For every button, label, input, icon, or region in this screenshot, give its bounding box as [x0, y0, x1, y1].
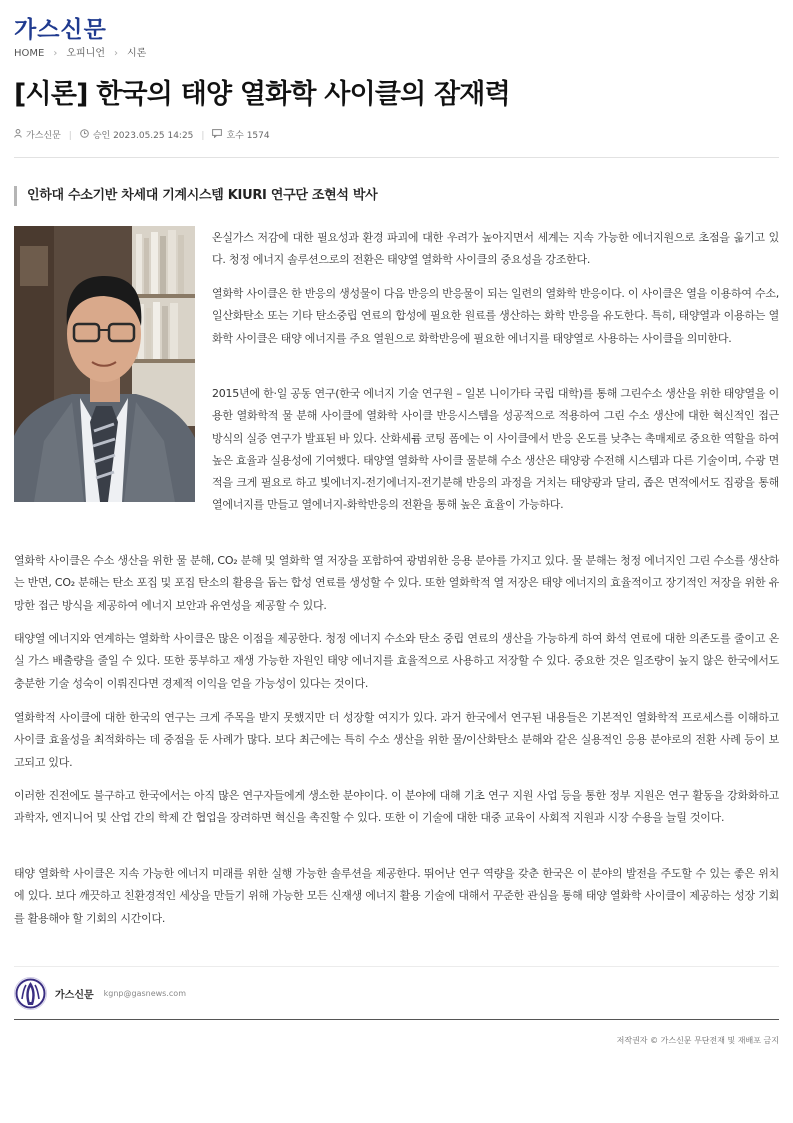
breadcrumb-opinion[interactable]: 오피니언 — [66, 48, 105, 59]
paragraph: 열화학적 사이클에 대한 한국의 연구는 크게 주목을 받지 못했지만 더 성장할 여지가 있다. 과거 한국에서 연구된 내용들은 기본적인 열화학적 프로세스를 이해하고 사이클 효율성을 최적화하는 데 중점을 둔 사례가 많다. 보다 최근에는 특히 수소 생산을 위한 물/이산화탄소 분해와 같은 실용적인 응용 분야로의 전환 사례 등이 보고되고 있다. — [14, 711, 779, 769]
author-email[interactable]: kgnp@gasnews.com — [103, 988, 186, 998]
footer-divider — [14, 966, 779, 967]
article-meta — [14, 129, 270, 143]
site-logo[interactable]: 가스신문 — [14, 17, 107, 43]
comment-icon — [212, 129, 222, 143]
meta-divider: | — [201, 131, 205, 141]
breadcrumb — [14, 47, 146, 61]
paragraph: 열화학 사이클은 수소 생산을 위한 물 분해, CO₂ 분해 및 열화학 열 저장을 포함하여 광범위한 응용 분야를 가지고 있다. 물 분해는 청정 에너지인 그린 수소를 생산하는 반면, CO₂ 분해는 탄소 포집 및 포집 탄소의 활용을 돕는 합성 연료를 생성할 수 있다. 또한 열화학적 열 저장은 태양 에너지의 효율적이고 장기적인 저장을 위한 유망한 접근 방식을 제공하여 에너지 보안과 유연성을 제공할 수 있다. — [14, 554, 779, 612]
person-icon — [14, 129, 22, 143]
paragraph: 태양 열화학 사이클은 지속 가능한 에너지 미래를 위한 실행 가능한 솔루션을 제공한다. 뛰어난 연구 역량을 갖춘 한국은 이 분야의 발전을 주도할 수 있는 좋은 위치에 있다. 보다 깨끗하고 친환경적인 세상을 만들기 위해 가능한 모든 신재생 에너지 활용 기술에 대해서 꾸준한 관심을 통해 태양 열화학 사이클이 제공하는 성장 기회를 활용해야 할 기회의 시간이다. — [14, 867, 779, 925]
meta-reporter[interactable]: 가스신문 — [26, 131, 61, 141]
copyright-notice: 저작권자 © 가스신문 무단전재 및 재배포 금지 — [616, 1036, 779, 1045]
meta-issue-number: 호수 1574 — [226, 131, 270, 141]
chevron-right-icon: › — [113, 48, 118, 59]
article-subtitle: 인하대 수소기반 차세대 기계시스템 KIURI 연구단 조현석 박사 — [14, 186, 377, 206]
footer-rule — [14, 1019, 779, 1020]
paragraph: 이러한 진전에도 불구하고 한국에서는 아직 많은 연구자들에게 생소한 분야이다. 이 분야에 대해 기초 연구 지원 사업 등을 통한 정부 지원은 연구 활동을 강화화하고 과학자, 엔지니어 및 산업 간의 학제 간 협업을 장려하면 혁신을 촉진할 수 있다. 또한 이 기술에 대한 대중 교육이 사회적 지원과 시장 수용을 늘릴 것이다. — [14, 789, 779, 825]
clock-icon — [80, 129, 89, 143]
breadcrumb-column[interactable]: 시론 — [126, 48, 147, 59]
header-divider — [14, 157, 779, 158]
paragraph: 온실가스 저감에 대한 필요성과 환경 파괴에 대한 우려가 높아지면서 세계는 지속 가능한 에너지원으로 초점을 옮기고 있다. 청정 에너지 솔루션으로의 전환은 태양열 열화학 사이클의 중요성을 강조한다. — [212, 231, 779, 267]
paragraph: 2015년에 한·일 공동 연구(한국 에너지 기술 연구원 – 일본 니이가타 국립 대학)를 통해 그린수소 생산을 위한 태양열을 이용한 열화학적 물 분해 사이클에 열화학 사이클 반응시스템을 성공적으로 적용하여 그린 수소 생산에 대한 혁신적인 접근 방식의 실증 연구가 발표된 바 있다. 산화세륨 코팅 폼에는 이 사이클에서 반응 온도를 낮추는 촉매제로 중요한 역할을 하여 높은 효율과 실용성에 기여했다. 태양열 열화학 사이클 물분해 수소 생산은 태양광 수전해 시스템과 다른 기술이며, 수광 면적을 크게 필요로 하고 빛에너지-전기에너지-전기분해 반응의 과정을 거치는 태양광과 달리, 좁은 면적에서도 집광을 통해 열에너지를 만들고 열에너지-화학반응의 전환을 통해 높은 효율이 가능하다. — [212, 387, 779, 512]
emblem-icon — [14, 977, 47, 1010]
meta-approved-time: 승인 2023.05.25 14:25 — [92, 131, 194, 141]
paragraph: 태양열 에너지와 연계하는 열화학 사이클은 많은 이점을 제공한다. 청정 에너지 수소와 탄소 중립 연료의 생산을 가능하게 하여 화석 연료에 대한 의존도를 줄이고 온실 가스 배출량을 줄일 수 있다. 또한 풍부하고 재생 가능한 자원인 태양 에너지를 효율적으로 사용하고 저장할 수 있다. 중요한 것은 일조량이 높지 않은 한국에서도 충분한 기술 성숙이 이뤄진다면 경제적 이익을 얻을 가능성이 있다는 것이다. — [14, 632, 779, 690]
breadcrumb-home[interactable]: HOME — [14, 48, 45, 59]
author-name: 가스신문 — [55, 989, 94, 1001]
article-title: [시론] 한국의 태양 열화학 사이클의 잠재력 — [14, 79, 510, 110]
author-photo — [14, 226, 195, 502]
meta-divider: | — [68, 131, 72, 141]
paragraph: 열화학 사이클은 한 반응의 생성물이 다음 반응의 반응물이 되는 일련의 열화학 반응이다. 이 사이클은 열을 이용하여 수소, 일산화탄소 또는 기타 탄소중립 연료의 합성에 필요한 원료를 생산하는 화학 반응을 유도한다. 특히, 태양열과 이용하는 열화학 사이클은 태양 에너지를 주요 열원으로 화학반응에 필요한 에너지를 태양열로 사용하는 사이클을 의미한다. — [212, 287, 779, 345]
chevron-right-icon: › — [53, 48, 58, 59]
author-box — [14, 977, 186, 1009]
